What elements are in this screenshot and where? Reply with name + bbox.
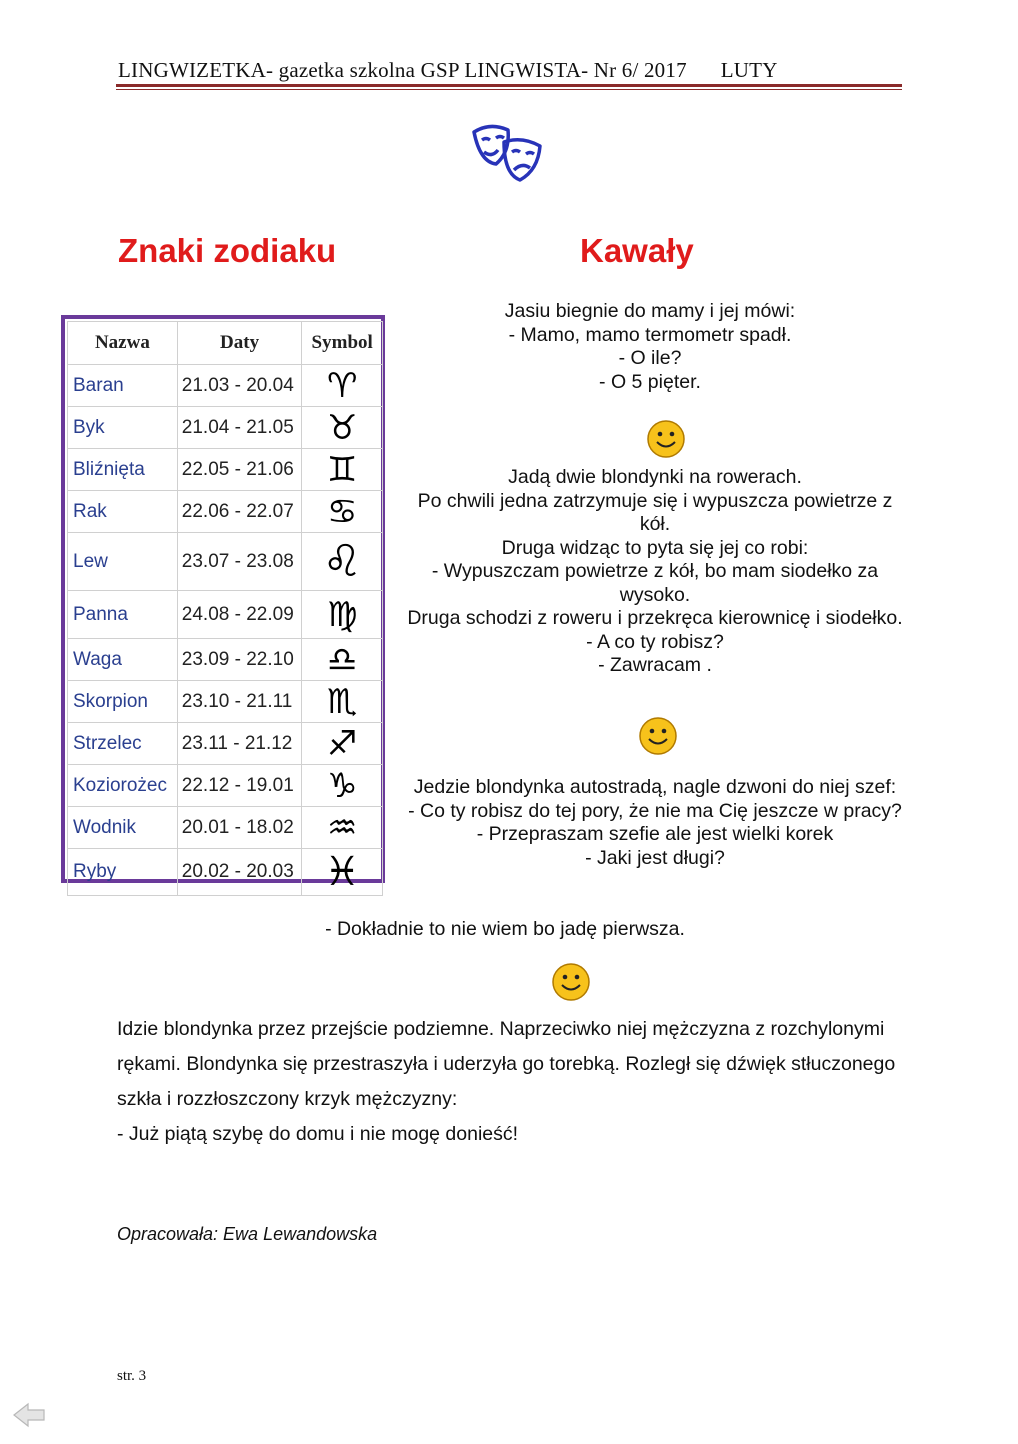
joke-paragraph: Idzie blondynka przez przejście podziemne. Naprzeciwko niej mężczyzna z rozchylonymi rękami. Blondynka się przestraszyła i uderzyła go torebką. Rozległ się dźwięk stłuczonego szkła i rozzłoszczony krzyk mężczyzny: [117,1018,896,1110]
header-title: LINGWIZETKA- gazetka szkolna GSP LINGWISTA- Nr 6/ 2017 [118,58,687,82]
table-row [68,681,383,723]
zodiac-section-title: Znaki zodiaku [118,232,337,269]
aries-symbol-icon: ♈ [302,365,383,407]
table-row [68,723,383,765]
sign-name: Lew [68,533,178,591]
sign-name: Koziorożec [68,765,178,807]
col-header-dates: Daty [177,322,302,365]
sign-dates: 21.03 - 20.04 [177,365,302,407]
joke-line: Druga widząc to pyta się jej co robi: [501,536,809,559]
zodiac-table [67,321,383,896]
joke-line: - O ile? [618,347,682,369]
smiley-face-icon [646,419,686,459]
joke-paragraph: - Już piątą szybę do domu i nie mogę donieść! [117,1123,519,1145]
sign-name: Rak [68,491,178,533]
sign-name: Skorpion [68,681,178,723]
sign-name: Panna [68,591,178,639]
sign-dates: 23.10 - 21.11 [177,681,302,723]
table-row [68,849,383,896]
sign-dates: 20.01 - 18.02 [177,807,302,849]
virgo-symbol-icon: ♍ [302,591,383,639]
sign-dates: 21.04 - 21.05 [177,407,302,449]
back-arrow-icon[interactable] [12,1402,46,1428]
sign-dates: 20.02 - 20.03 [177,849,302,896]
taurus-symbol-icon: ♉ [302,407,383,449]
sign-name: Byk [68,407,178,449]
zodiac-table-header [68,322,383,365]
joke-2 [405,466,905,678]
table-row [68,533,383,591]
sign-name: Waga [68,639,178,681]
sagittarius-symbol-icon: ♐ [302,723,383,765]
sign-dates: 23.09 - 22.10 [177,639,302,681]
author-credit: Opracowała: Ewa Lewandowska [117,1224,378,1244]
joke-line: - O 5 pięter. [599,370,701,393]
header-rule-thin [116,89,902,90]
header-month: LUTY [720,58,778,82]
col-header-name: Nazwa [68,322,178,365]
sign-name: Ryby [68,849,178,896]
smiley-face-icon [551,962,591,1002]
joke-line: Druga schodzi z roweru i przekręca kierownicę i siodełko. [407,607,903,629]
sign-dates: 22.06 - 22.07 [177,491,302,533]
zodiac-table-frame [61,315,385,895]
table-row [68,407,383,449]
table-row [68,449,383,491]
sign-dates: 23.11 - 21.12 [177,723,302,765]
col-header-symbol: Symbol [302,322,383,365]
joke-1 [455,300,845,394]
capricorn-symbol-icon: ♑ [302,765,383,807]
joke-3 [405,776,905,870]
joke-line: - Zawracam . [598,654,712,676]
sign-dates: 22.05 - 21.06 [177,449,302,491]
table-row [68,765,383,807]
joke-line: - Wypuszczam powietrze z kół, bo mam siodełko za wysoko. [431,560,879,606]
joke-line: Jadą dwie blondynki na rowerach. [508,466,802,488]
sign-dates: 24.08 - 22.09 [177,591,302,639]
gemini-symbol-icon: ♊ [302,449,383,491]
joke-line: - Przepraszam szefie ale jest wielki korek [476,823,834,845]
joke-line: - A co ty robisz? [586,630,724,653]
joke-3-last-line [290,918,720,942]
joke-line: - Jaki jest długi? [585,846,725,869]
joke-line: Jedzie blondynka autostradą, nagle dzwoni do niej szef: [413,776,897,798]
page-number: str. 3 [117,1368,147,1384]
joke-line: Po chwili jedna zatrzymuje się i wypuszcza powietrze z kół. [417,489,893,535]
libra-symbol-icon: ♎ [302,639,383,681]
joke-line: - Co ty robisz do tej pory, że nie ma Cię jeszcze w pracy? [408,799,902,822]
scorpio-symbol-icon: ♏ [302,681,383,723]
joke-4 [117,1012,907,1152]
smiley-face-icon [638,716,678,756]
table-row [68,807,383,849]
table-row [68,591,383,639]
sign-name: Baran [68,365,178,407]
joke-line: - Dokładnie to nie wiem bo jadę pierwsza. [325,918,685,940]
sign-name: Strzelec [68,723,178,765]
sign-dates: 23.07 - 23.08 [177,533,302,591]
header-rule-thick [116,84,902,87]
sign-name: Bliźnięta [68,449,178,491]
jokes-section-title: Kawały [580,232,694,269]
cancer-symbol-icon: ♋ [302,491,383,533]
newsletter-header [118,58,903,83]
joke-line: Jasiu biegnie do mamy i jej mówi: [504,300,796,322]
table-row [68,491,383,533]
leo-symbol-icon: ♌ [302,533,383,591]
theater-masks-icon [470,122,546,186]
sign-name: Wodnik [68,807,178,849]
joke-line: - Mamo, mamo termometr spadł. [508,323,792,346]
table-row [68,365,383,407]
pisces-symbol-icon: ♓ [302,849,383,896]
aquarius-symbol-icon: ♒ [302,807,383,849]
sign-dates: 22.12 - 19.01 [177,765,302,807]
table-row [68,639,383,681]
